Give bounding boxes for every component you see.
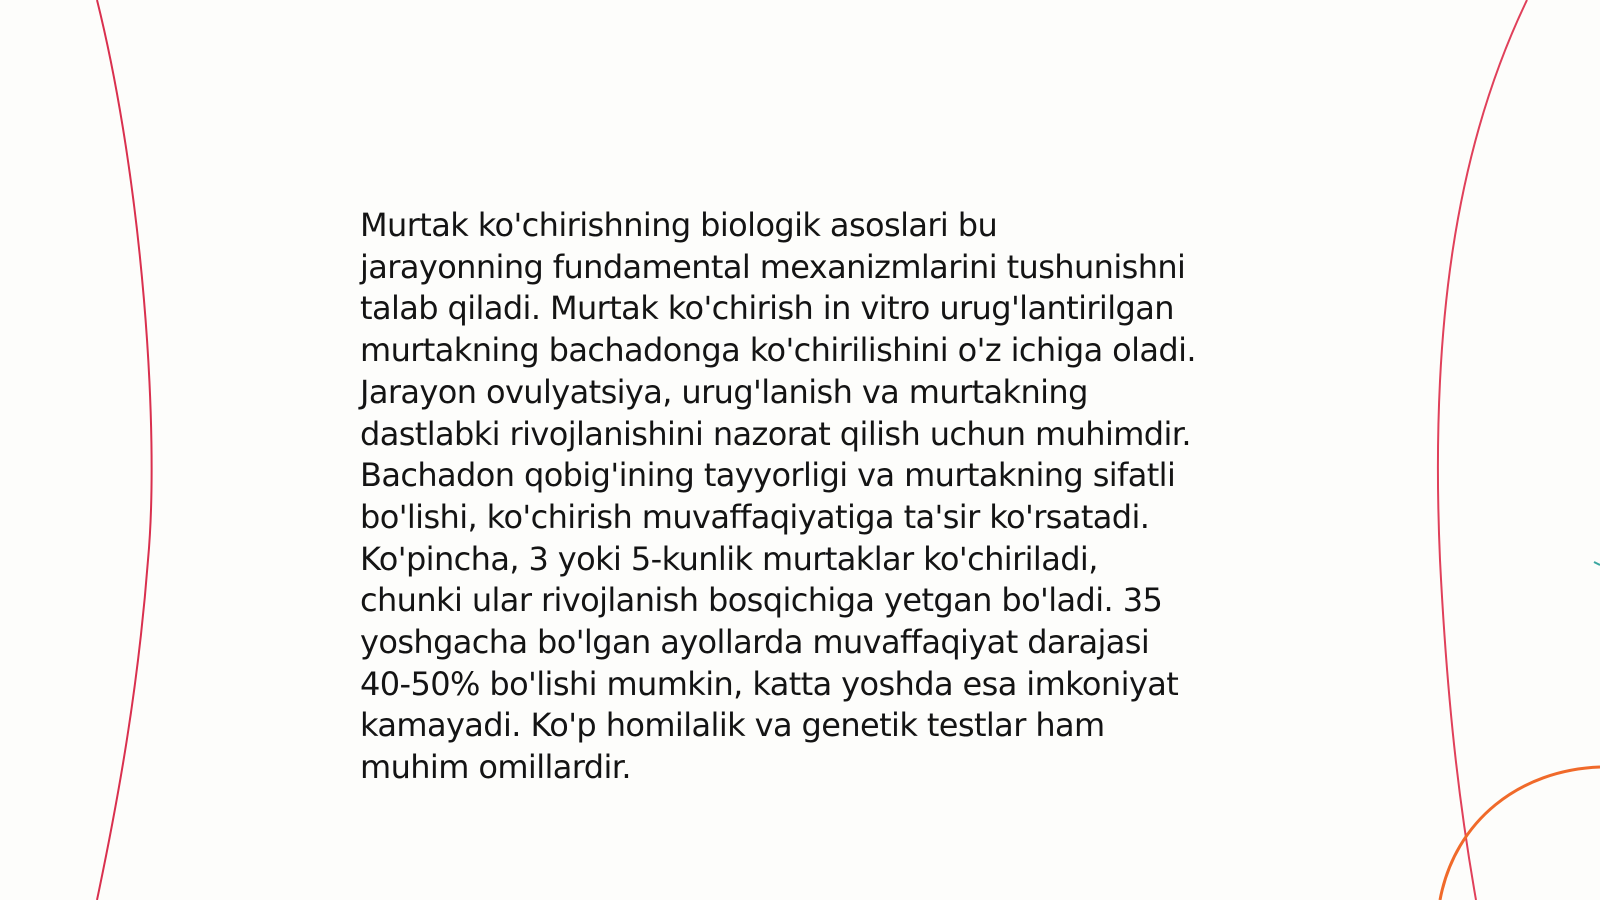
orange-arc: [1440, 767, 1600, 900]
right-curve: [1438, 0, 1527, 900]
teal-accent: [1594, 562, 1600, 565]
body-text: Murtak ko'chirishning biologik asoslari bu jarayonning fundamental mexanizmlarini tushunishni talab qiladi. Murtak ko'chirish in vitro urug'lantirilgan murtakning bachadonga ko'chirilishini o'z ichiga oladi. Jarayon ovulyatsiya, urug'lanish va murtakning dastlabki rivojlanishini nazorat qilish uchun muhimdir. Bachadon qobig'ining tayyorligi va murtakning sifatli bo'lishi, ko'chirish muvaffaqiyatiga ta'sir ko'rsatadi. Ko'pincha, 3 yoki 5-kunlik murtaklar ko'chiriladi, chunki ular rivojlanish bosqichiga yetgan bo'ladi. 35 yoshgacha bo'lgan ayollarda muvaffaqiyat darajasi 40-50% bo'lishi mumkin, katta yoshda esa imkoniyat kamayadi. Ko'p homilalik va genetik testlar ham muhim omillardir.: [360, 206, 1197, 787]
left-curve: [97, 0, 152, 900]
